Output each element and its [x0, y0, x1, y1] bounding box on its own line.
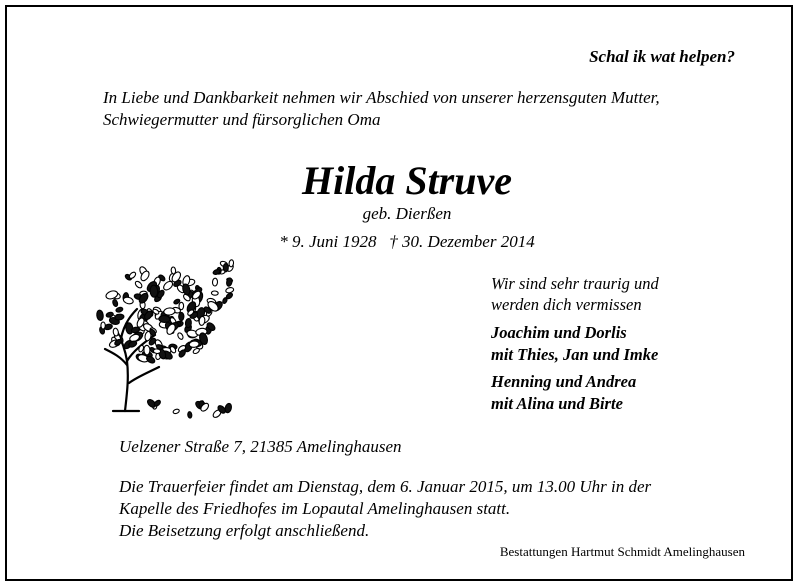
family-line: mit Alina und Birte — [491, 394, 623, 413]
intro-line: In Liebe und Dankbarkeit nehmen wir Abschied von unserer herzensguten Mutter, — [103, 88, 660, 107]
service-line: Die Beisetzung erfolgt anschließend. — [119, 521, 370, 540]
birth-date: * 9. Juni 1928 — [279, 232, 377, 251]
birth-name: geb. Dierßen — [362, 204, 452, 223]
funeral-service-text — [119, 476, 651, 542]
family-group-1 — [491, 322, 658, 366]
mourning-line: Wir sind sehr traurig und — [491, 274, 659, 293]
intro-line: Schwiegermutter und fürsorglichen Oma — [103, 110, 381, 129]
family-line: mit Thies, Jan und Imke — [491, 345, 659, 364]
tree-with-falling-leaves-icon — [77, 243, 237, 423]
family-group-2 — [491, 371, 636, 415]
intro-text — [103, 87, 660, 131]
mourning-text — [491, 273, 659, 315]
death-date: † 30. Dezember 2014 — [389, 232, 535, 251]
address: Uelzener Straße 7, 21385 Amelinghausen — [119, 437, 402, 456]
deceased-name: Hilda Struve — [301, 158, 513, 203]
family-line: Henning und Andrea — [491, 372, 637, 391]
mourning-line: werden dich vermissen — [491, 295, 642, 314]
service-line: Die Trauerfeier findet am Dienstag, dem 6. Januar 2015, um 13.00 Uhr in der — [119, 477, 652, 496]
family-line: Joachim und Dorlis — [491, 323, 627, 342]
undertaker: Bestattungen Hartmut Schmidt Amelinghausen — [499, 544, 745, 559]
motto: Schal ik wat helpen? — [589, 47, 735, 66]
service-line: Kapelle des Friedhofes im Lopautal Amelinghausen statt. — [119, 499, 511, 518]
obituary-notice — [5, 5, 793, 581]
